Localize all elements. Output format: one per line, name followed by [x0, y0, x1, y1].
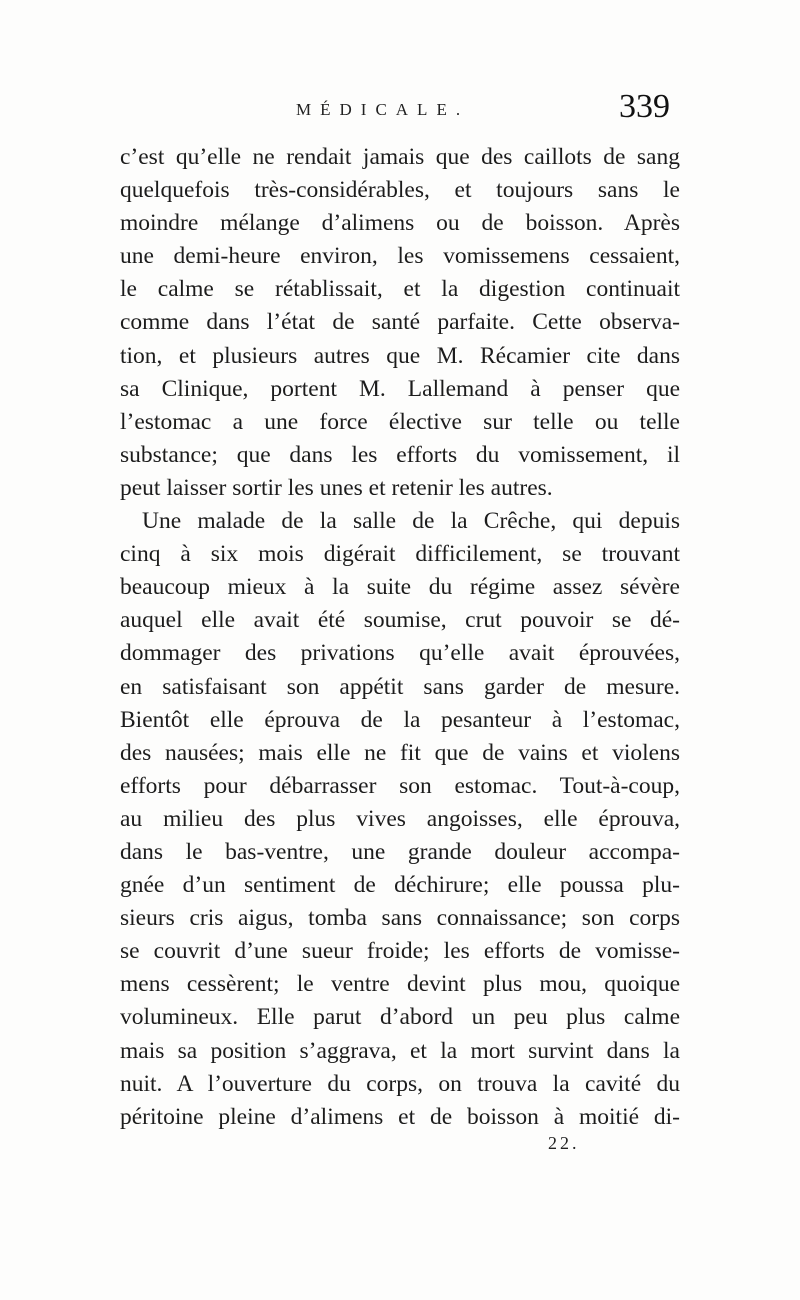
text-line: peut laisser sortir les unes et retenir les autres.: [120, 474, 553, 501]
signature-mark: 22.: [548, 1133, 580, 1153]
text-line: nuit. A l’ouverture du corps, on trouva la cavité du: [120, 1070, 680, 1097]
text-line: se couvrit d’une sueur froide; les efforts de vomisse-: [120, 938, 680, 965]
text-line: beaucoup mieux à la suite du régime assez sévère: [120, 574, 680, 601]
text-line: des nausées; mais elle ne fit que de vains et violens: [120, 739, 680, 766]
text-line: au milieu des plus vives angoisses, elle éprouva,: [120, 805, 680, 832]
text-line: l’estomac a une force élective sur telle ou telle: [120, 408, 680, 435]
text-line: cinq à six mois digérait difficilement, se trouvant: [120, 541, 680, 568]
text-line: moindre mélange d’alimens ou de boisson. Après: [120, 210, 680, 237]
running-head: [120, 88, 680, 132]
page-number: 339: [619, 88, 670, 125]
text-line: substance; que dans les efforts du vomissement, il: [120, 441, 680, 468]
text-line: dans le bas-ventre, une grande douleur accompa-: [120, 838, 680, 865]
paragraph-start-line: Une malade de la salle de la Crêche, qui depuis: [142, 508, 680, 535]
text-line: gnée d’un sentiment de déchirure; elle poussa plu-: [120, 872, 680, 899]
text-line: Bientôt elle éprouva de la pesanteur à l’estomac,: [120, 706, 680, 733]
text-line: c’est qu’elle ne rendait jamais que des caillots de sang: [120, 144, 680, 170]
text-line: péritoine pleine d’alimens et de boisson à moitié di-: [120, 1103, 680, 1130]
running-title: MÉDICALE.: [296, 100, 470, 119]
text-line: volumineux. Elle parut d’abord un peu plus calme: [120, 1004, 680, 1031]
text-line: comme dans l’état de santé parfaite. Cette observa-: [120, 309, 680, 336]
text-line: mens cessèrent; le ventre devint plus mou, quoique: [120, 971, 680, 998]
text-line: quelquefois très-considérables, et toujours sans le: [120, 177, 680, 204]
text-line: le calme se rétablissait, et la digestion continuait: [120, 276, 680, 303]
text-line: en satisfaisant son appétit sans garder de mesure.: [120, 673, 680, 700]
text-line: efforts pour débarrasser son estomac. Tout-à-coup,: [120, 772, 680, 799]
text-line: mais sa position s’aggrava, et la mort survint dans la: [120, 1037, 680, 1064]
text-line: auquel elle avait été soumise, crut pouvoir se dé-: [120, 607, 680, 634]
text-line: une demi-heure environ, les vomissemens cessaient,: [120, 243, 680, 270]
body-text: [120, 141, 680, 1134]
text-line: dommager des privations qu’elle avait éprouvées,: [120, 640, 680, 667]
text-line: tion, et plusieurs autres que M. Récamier cite dans: [120, 342, 680, 369]
text-line: sa Clinique, portent M. Lallemand à penser que: [120, 375, 680, 402]
text-line: sieurs cris aigus, tomba sans connaissance; son corps: [120, 905, 680, 932]
